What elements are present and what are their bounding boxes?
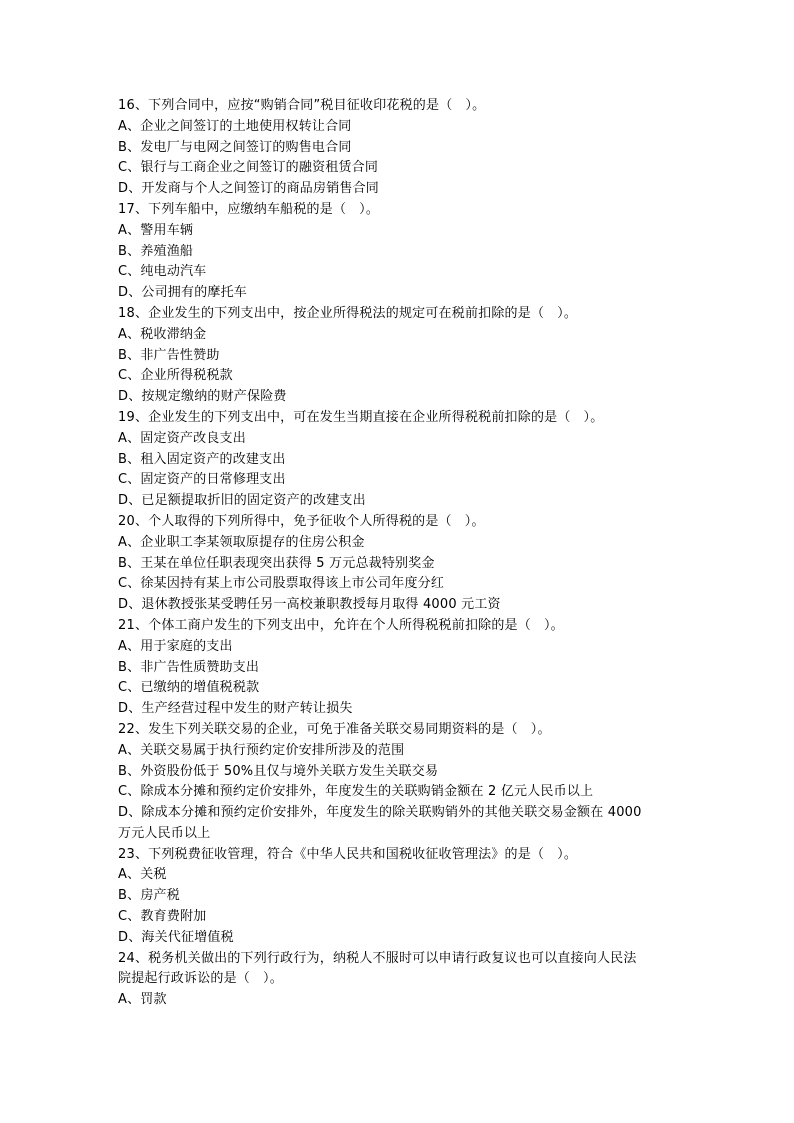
option-d: D、公司拥有的摩托车 [118,285,248,301]
question-stem: 20、个人取得的下列所得中，免予征收个人所得税的是（ ）。 [118,513,485,529]
question-stem: 17、下列车船中，应缴纳车船税的是（ ）。 [118,201,380,217]
option-a: A、用于家庭的支出 [118,638,233,654]
option-c: C、教育费附加 [118,909,207,925]
option-a: A、警用车辆 [118,222,194,238]
option-d: D、按规定缴纳的财产保险费 [118,389,287,405]
document-page [118,96,678,1011]
option-a: A、固定资产改良支出 [118,430,246,446]
option-c: C、固定资产的日常修理支出 [118,472,286,488]
question-17 [118,200,678,304]
option-b: B、外资股份低于 50%且仅与境外关联方发生关联交易 [118,763,439,779]
option-c: C、企业所得税税款 [118,368,233,384]
question-stem: 21、个体工商户发生的下列支出中，允许在个人所得税税前扣除的是（ ）。 [118,617,564,633]
option-b: B、非广告性质赞助支出 [118,659,260,675]
option-a: A、企业之间签订的土地使用权转让合同 [118,118,352,134]
option-c: C、银行与工商企业之间签订的融资租赁合同 [118,160,379,176]
option-b: B、养殖渔船 [118,243,194,259]
option-b: B、王某在单位任职表现突出获得 5 万元总裁特别奖金 [118,555,435,571]
question-23 [118,845,678,949]
option-a: A、税收滞纳金 [118,326,207,342]
option-c: C、纯电动汽车 [118,264,207,280]
option-b: B、租入固定资产的改建支出 [118,451,286,467]
option-a: A、关税 [118,867,167,883]
option-a: A、罚款 [118,992,167,1008]
option-a: A、企业职工李某领取原提存的住房公积金 [118,534,365,550]
option-d: D、生产经营过程中发生的财产转让损失 [118,701,353,717]
option-d: D、除成本分摊和预约定价安排外，年度发生的除关联购销外的其他关联交易金额在 4000 万元人民币以上 [118,805,642,841]
option-d: D、退休教授张某受聘任另一高校兼职教授每月取得 4000 元工资 [118,597,501,613]
question-stem: 22、发生下列关联交易的企业，可免于准备关联交易同期资料的是（ ）。 [118,721,551,737]
question-stem: 18、企业发生的下列支出中，按企业所得税法的规定可在税前扣除的是（ ）。 [118,305,578,321]
question-16 [118,96,678,200]
option-b: B、房产税 [118,888,180,904]
option-d: D、已足额提取折旧的固定资产的改建支出 [118,493,366,509]
question-stem: 24、税务机关做出的下列行政行为，纳税人不服时可以申请行政复议也可以直接向人民法 院提起行政诉讼的是（ ）。 [118,950,637,987]
option-b: B、发电厂与电网之间签订的购售电合同 [118,139,352,155]
question-24 [118,949,678,1011]
option-c: C、徐某因持有某上市公司股票取得该上市公司年度分红 [118,576,445,592]
question-20 [118,512,678,616]
option-d: D、开发商与个人之间签订的商品房销售合同 [118,181,380,197]
question-stem: 16、下列合同中，应按“购销合同”税目征收印花税的是（ ）。 [118,98,486,113]
option-b: B、非广告性赞助 [118,347,220,363]
option-a: A、关联交易属于执行预约定价安排所涉及的范围 [118,742,405,758]
question-21 [118,616,678,720]
question-18 [118,304,678,408]
question-22 [118,720,678,845]
question-stem: 19、企业发生的下列支出中，可在发生当期直接在企业所得税税前扣除的是（ ）。 [118,409,604,425]
option-d: D、海关代征增值税 [118,929,234,945]
question-19 [118,408,678,512]
option-c: C、除成本分摊和预约定价安排外，年度发生的关联购销金额在 2 亿元人民币以上 [118,784,594,800]
option-c: C、已缴纳的增值税税款 [118,680,260,696]
question-stem: 23、下列税费征收管理，符合《中华人民共和国税收征收管理法》的是（ ）。 [118,846,578,862]
